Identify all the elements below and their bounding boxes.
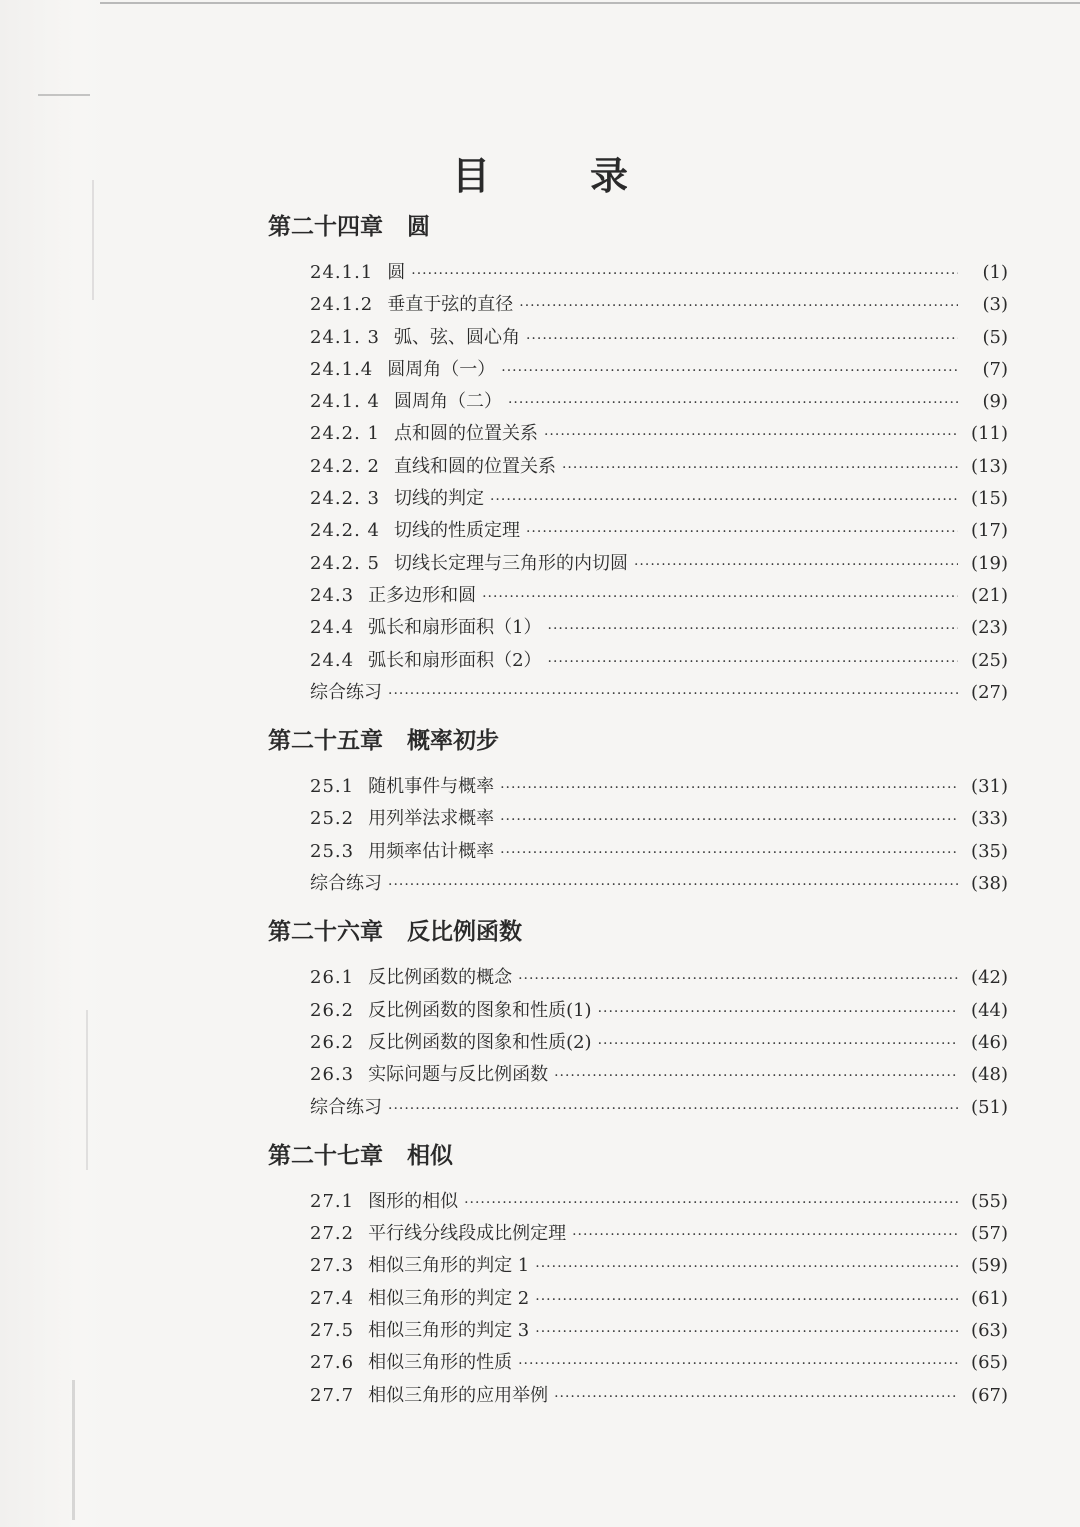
toc-entry[interactable] <box>310 257 1008 289</box>
page-number: (67) <box>971 1384 1008 1406</box>
chapter-section <box>268 207 1008 709</box>
section-number: 26.2 <box>310 1031 355 1053</box>
page-number: (19) <box>971 552 1008 574</box>
chapter-heading <box>268 721 1008 761</box>
toc-entry[interactable] <box>310 962 1008 994</box>
dot-leader <box>518 963 958 995</box>
page-number: (44) <box>971 999 1008 1021</box>
section-title: 反比例函数的概念 <box>368 967 513 989</box>
page-number: (55) <box>971 1190 1008 1212</box>
dot-leader <box>518 1348 958 1380</box>
section-number: 27.4 <box>310 1287 355 1309</box>
toc-entry[interactable] <box>310 612 1008 644</box>
dot-leader <box>508 387 958 419</box>
section-title: 反比例函数的图象和性质(2) <box>368 1031 592 1053</box>
section-number: 25.2 <box>310 808 355 830</box>
page-number: (21) <box>971 584 1008 606</box>
dot-leader <box>526 516 958 548</box>
section-title: 圆周角（一） <box>387 358 496 380</box>
chapter-number: 第二十五章 <box>268 727 383 755</box>
section-number: 26.2 <box>310 999 355 1021</box>
section-number: 27.5 <box>310 1320 355 1342</box>
section-number: 24.3 <box>310 584 355 606</box>
toc-entry[interactable] <box>310 677 1008 709</box>
section-title: 圆周角（二） <box>393 391 502 413</box>
page-number: (23) <box>971 617 1008 639</box>
dot-leader <box>562 452 958 484</box>
page-number: (35) <box>971 840 1008 862</box>
chapter-number: 第二十四章 <box>268 213 383 240</box>
page-number: (65) <box>971 1352 1008 1374</box>
toc-entry[interactable] <box>310 1347 1008 1379</box>
section-number: 24.1. 4 <box>310 391 380 413</box>
page-number: (31) <box>971 776 1008 798</box>
scan-top-edge <box>100 2 1080 4</box>
section-title: 用频率估计概率 <box>368 840 495 862</box>
section-title: 相似三角形的应用举例 <box>368 1384 549 1406</box>
scan-mark <box>72 1380 75 1520</box>
chapter-section <box>268 912 1008 1123</box>
page-number: (63) <box>971 1320 1008 1342</box>
section-number: 27.3 <box>310 1255 355 1277</box>
section-title: 综合练习 <box>310 873 382 895</box>
page-number: (25) <box>971 649 1008 671</box>
section-title: 圆 <box>387 262 406 283</box>
section-title: 相似三角形的判定 3 <box>368 1320 530 1342</box>
section-title: 综合练习 <box>310 1096 382 1118</box>
section-number: 24.2. 1 <box>310 423 380 445</box>
page-number: (57) <box>971 1223 1008 1245</box>
page-number: (33) <box>971 808 1008 830</box>
table-of-contents <box>268 207 1008 1412</box>
page-number: (7) <box>982 358 1008 380</box>
section-title: 弧长和扇形面积（2） <box>368 649 542 671</box>
section-number: 24.1.1 <box>310 262 374 283</box>
dot-leader <box>388 1093 958 1125</box>
dot-leader <box>411 258 958 290</box>
section-number: 26.1 <box>310 967 355 989</box>
toc-entry[interactable] <box>310 995 1008 1027</box>
section-title: 图形的相似 <box>368 1190 459 1212</box>
dot-leader <box>500 804 958 836</box>
toc-entry[interactable] <box>310 322 1008 354</box>
section-title: 切线的性质定理 <box>393 520 520 542</box>
section-number: 24.2. 5 <box>310 552 380 574</box>
chapter-section <box>268 1136 1008 1412</box>
section-number: 24.1.4 <box>310 358 374 380</box>
page-number: (15) <box>971 488 1008 510</box>
section-title: 反比例函数的图象和性质(1) <box>368 999 592 1021</box>
page-number: (9) <box>982 391 1008 413</box>
dot-leader <box>500 772 958 804</box>
chapter-heading <box>268 207 1008 247</box>
section-title: 直线和圆的位置关系 <box>393 455 556 477</box>
chapter-title: 相似 <box>407 1141 453 1169</box>
toc-entry[interactable] <box>310 771 1008 803</box>
section-title: 切线的判定 <box>393 488 484 510</box>
dot-leader <box>548 646 958 678</box>
toc-entry[interactable] <box>310 1380 1008 1412</box>
chapter-heading <box>268 1136 1008 1176</box>
page-number: (48) <box>971 1064 1008 1086</box>
section-title: 垂直于弦的直径 <box>387 294 514 316</box>
section-number: 24.4 <box>310 649 355 671</box>
toc-entry[interactable] <box>310 483 1008 515</box>
dot-leader <box>490 484 958 516</box>
dot-leader <box>572 1219 958 1251</box>
toc-entry[interactable] <box>310 1218 1008 1250</box>
dot-leader <box>526 323 958 355</box>
page-number: (3) <box>982 294 1008 316</box>
section-number: 27.2 <box>310 1223 355 1245</box>
section-number: 27.1 <box>310 1190 355 1212</box>
section-number: 27.7 <box>310 1384 355 1406</box>
page-title-char: 录 <box>590 153 629 198</box>
page-title <box>0 145 1080 200</box>
section-number: 24.2. 3 <box>310 488 380 510</box>
toc-entry[interactable] <box>310 836 1008 868</box>
section-title: 相似三角形的性质 <box>368 1352 513 1374</box>
toc-entry[interactable] <box>310 515 1008 547</box>
section-number: 25.3 <box>310 840 355 862</box>
toc-entry[interactable] <box>310 645 1008 677</box>
section-title: 点和圆的位置关系 <box>393 423 538 445</box>
page-number: (59) <box>971 1255 1008 1277</box>
section-title: 用列举法求概率 <box>368 808 495 830</box>
chapter-section <box>268 721 1008 900</box>
chapter-title: 概率初步 <box>407 727 499 755</box>
section-title: 相似三角形的判定 2 <box>368 1287 530 1309</box>
toc-entry[interactable] <box>310 548 1008 580</box>
toc-entry[interactable] <box>310 1283 1008 1315</box>
dot-leader <box>634 549 958 581</box>
dot-leader <box>519 290 958 322</box>
page-number: (13) <box>971 455 1008 477</box>
page-number: (38) <box>971 873 1008 895</box>
dot-leader <box>535 1284 958 1316</box>
dot-leader <box>535 1251 958 1283</box>
page-number: (1) <box>982 262 1008 283</box>
dot-leader <box>598 996 958 1028</box>
dot-leader <box>554 1381 958 1413</box>
toc-entry[interactable] <box>310 451 1008 483</box>
toc-entry[interactable] <box>310 1186 1008 1218</box>
section-title: 随机事件与概率 <box>368 776 495 798</box>
dot-leader <box>535 1316 958 1348</box>
page-number: (27) <box>971 681 1008 703</box>
section-title: 平行线分线段成比例定理 <box>368 1223 567 1245</box>
toc-entry[interactable] <box>310 354 1008 386</box>
section-number: 24.1. 3 <box>310 326 380 348</box>
page-number: (46) <box>971 1031 1008 1053</box>
dot-leader <box>544 419 958 451</box>
section-title: 相似三角形的判定 1 <box>368 1255 530 1277</box>
dot-leader <box>501 355 958 387</box>
chapter-title: 反比例函数 <box>407 918 522 946</box>
section-title: 弧长和扇形面积（1） <box>368 617 542 639</box>
dot-leader <box>598 1028 958 1060</box>
section-number: 24.1.2 <box>310 294 374 316</box>
page-number: (5) <box>982 326 1008 348</box>
section-title: 弧、弦、圆心角 <box>393 326 520 348</box>
dot-leader <box>388 869 958 901</box>
page-number: (51) <box>971 1096 1008 1118</box>
page-number: (17) <box>971 520 1008 542</box>
dot-leader <box>554 1060 958 1092</box>
toc-entry[interactable] <box>310 1059 1008 1091</box>
dot-leader <box>464 1187 958 1219</box>
chapter-title: 圆 <box>407 213 430 240</box>
page-number: (11) <box>971 423 1008 445</box>
chapter-number: 第二十六章 <box>268 918 383 946</box>
toc-entry[interactable] <box>310 1250 1008 1282</box>
section-number: 25.1 <box>310 776 355 798</box>
toc-entry[interactable] <box>310 1092 1008 1124</box>
section-number: 24.2. 2 <box>310 455 380 477</box>
section-title: 切线长定理与三角形的内切圆 <box>393 552 628 574</box>
scan-mark <box>86 1010 88 1170</box>
section-number: 24.4 <box>310 617 355 639</box>
toc-entry[interactable] <box>310 868 1008 900</box>
dot-leader <box>548 613 958 645</box>
chapter-number: 第二十七章 <box>268 1141 383 1169</box>
toc-entry[interactable] <box>310 580 1008 612</box>
section-number: 26.3 <box>310 1064 355 1086</box>
chapter-heading <box>268 912 1008 952</box>
section-title: 实际问题与反比例函数 <box>368 1064 549 1086</box>
dot-leader <box>482 581 958 613</box>
page-number: (61) <box>971 1287 1008 1309</box>
page-title-char: 目 <box>451 153 490 198</box>
toc-entry[interactable] <box>310 386 1008 418</box>
toc-entry[interactable] <box>310 803 1008 835</box>
dot-leader <box>388 678 958 710</box>
scan-mark <box>38 94 90 96</box>
page-number: (42) <box>971 967 1008 989</box>
toc-entry[interactable] <box>310 289 1008 321</box>
toc-entry[interactable] <box>310 418 1008 450</box>
section-title: 正多边形和圆 <box>368 584 477 606</box>
toc-entry[interactable] <box>310 1315 1008 1347</box>
section-number: 24.2. 4 <box>310 520 380 542</box>
dot-leader <box>500 837 958 869</box>
section-number: 27.6 <box>310 1352 355 1374</box>
section-title: 综合练习 <box>310 681 382 703</box>
toc-entry[interactable] <box>310 1027 1008 1059</box>
